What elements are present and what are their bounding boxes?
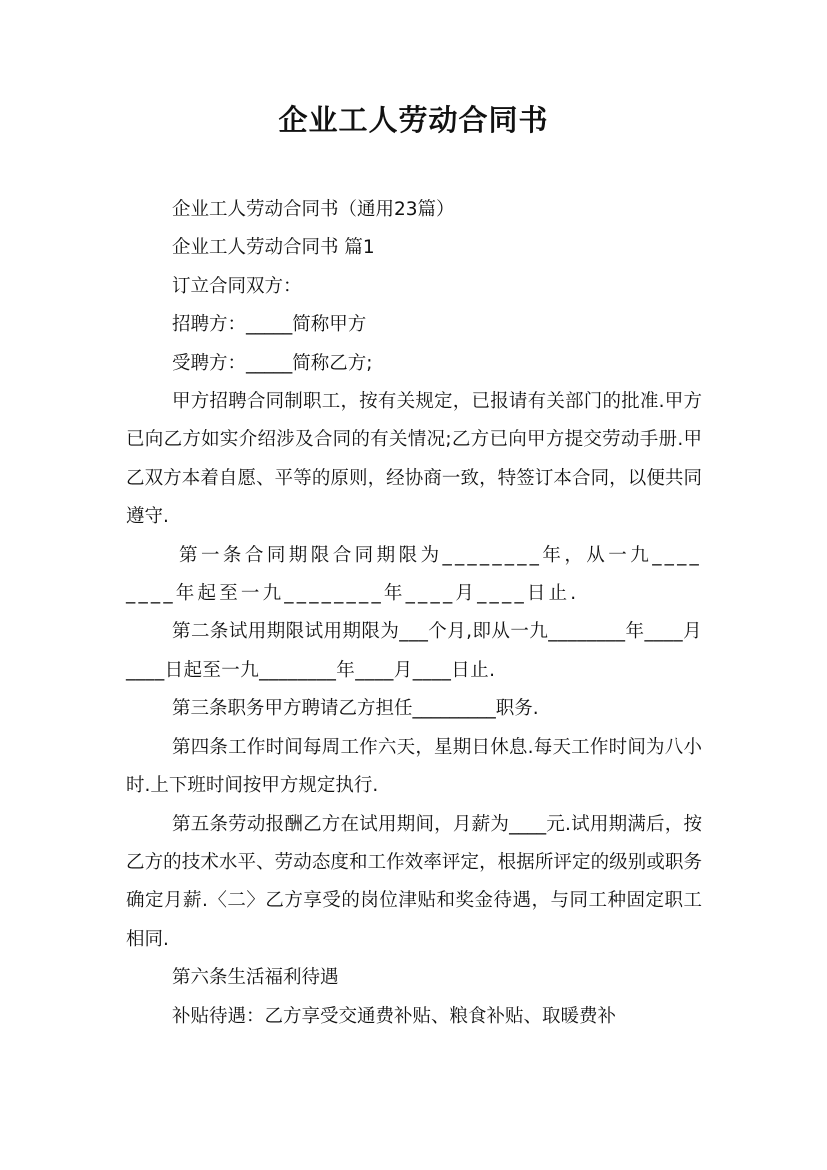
document-title: 企业工人劳动合同书 [278, 103, 549, 137]
document-body [126, 191, 702, 1036]
paragraph-employee: 受聘方：_____简称乙方; [172, 352, 373, 374]
paragraph-article-6: 第六条生活福利待遇 [172, 967, 339, 989]
paragraph-subtitle: 企业工人劳动合同书（通用23篇） [172, 199, 455, 220]
paragraph-preamble: 甲方招聘合同制职工，按有关规定，已报请有关部门的批准.甲方已向乙方如实介绍涉及合同的有关情况;乙方已向甲方提交劳动手册.甲乙双方本着自愿、平等的原则，经协商一致，特签订本合同，以便共同遵守. [126, 391, 702, 528]
paragraph-part-heading: 企业工人劳动合同书 篇1 [172, 237, 375, 259]
paragraph-article-5: 第五条劳动报酬乙方在试用期间，月薪为____元.试用期满后，按乙方的技术水平、劳动态度和工作效率评定，根据所评定的级别或职务确定月薪.〈二〉乙方享受的岗位津贴和奖金待遇，与同工种固定职工相同. [126, 813, 702, 950]
paragraph-article-3: 第三条职务甲方聘请乙方担任_________职务. [172, 698, 539, 720]
paragraph-article-2: 第二条试用期限试用期限为___个月,即从一九________年____月____日起至一九________年____月____日止. [126, 621, 702, 681]
paragraph-parties-heading: 订立合同双方： [172, 275, 302, 297]
paragraph-employer: 招聘方：_____简称甲方 [172, 314, 367, 336]
paragraph-article-4: 第四条工作时间每周工作六天，星期日休息.每天工作时间为八小时.上下班时间按甲方规定执行. [126, 736, 702, 797]
paragraph-subsidy: 补贴待遇：乙方享受交通费补贴、粮食补贴、取暖费补 [172, 1005, 617, 1027]
paragraph-article-1: 第一条合同期限合同期限为________年，从一九________年起至一九________年____月____日止. [126, 544, 702, 605]
